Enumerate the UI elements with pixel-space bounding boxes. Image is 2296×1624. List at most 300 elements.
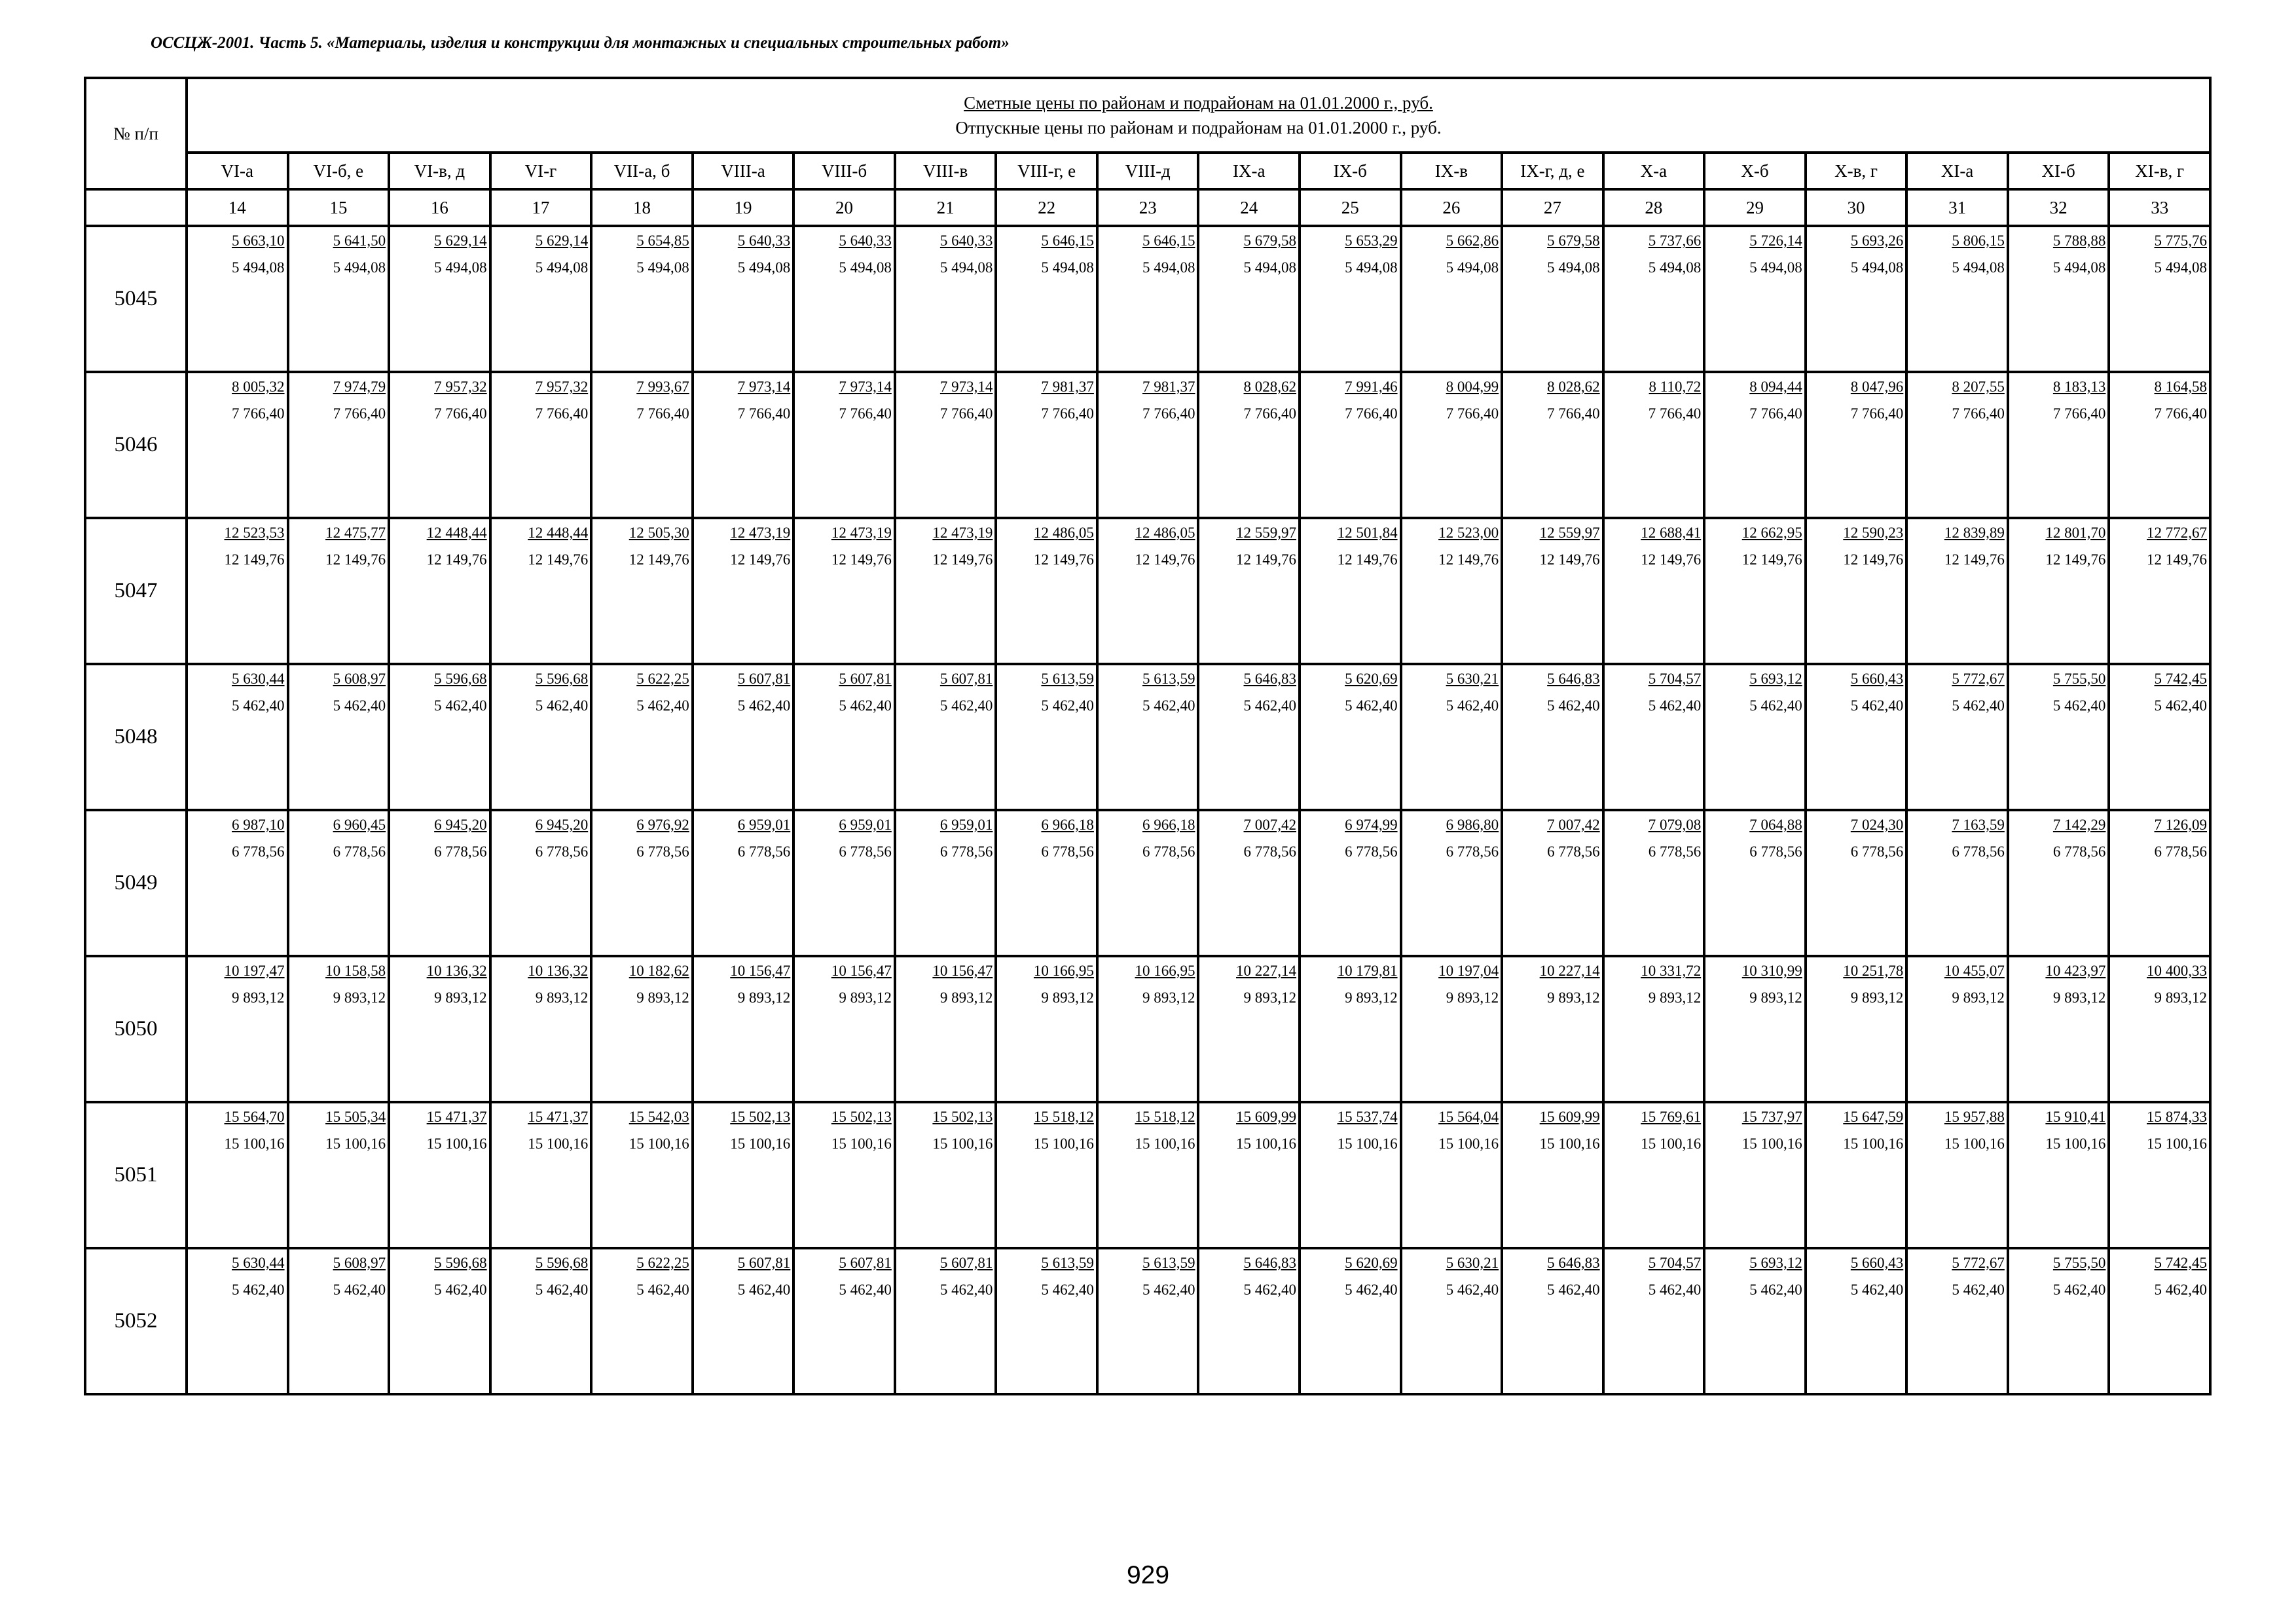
release-price: 5 462,40 (1749, 697, 1802, 714)
estimate-price: 15 564,70 (224, 1109, 285, 1125)
release-price: 5 462,40 (1041, 697, 1094, 714)
release-price: 15 100,16 (2147, 1135, 2207, 1152)
release-price: 15 100,16 (1539, 1135, 1600, 1152)
release-price: 5 462,40 (434, 1282, 487, 1298)
column-number: 20 (793, 189, 895, 226)
release-price: 5 462,40 (535, 1282, 589, 1298)
region-header: VI-г (490, 153, 592, 189)
release-price: 5 494,08 (1952, 259, 2005, 276)
estimate-price: 5 663,10 (232, 232, 285, 249)
column-number: 18 (591, 189, 693, 226)
estimate-price: 15 910,41 (2045, 1109, 2106, 1125)
release-price: 6 778,56 (1243, 843, 1297, 860)
estimate-price: 7 973,14 (737, 378, 791, 395)
price-cell (490, 1102, 592, 1248)
release-price: 9 893,12 (1243, 989, 1297, 1006)
release-price: 6 778,56 (535, 843, 589, 860)
price-cell (1603, 372, 1705, 518)
release-price: 7 766,40 (1952, 405, 2005, 422)
release-price: 15 100,16 (1135, 1135, 1195, 1152)
estimate-price: 7 024,30 (1850, 817, 1904, 833)
column-number-blank (85, 189, 187, 226)
region-header: VIII-в (895, 153, 996, 189)
release-price: 7 766,40 (839, 405, 892, 422)
price-cell (1300, 226, 1401, 372)
table-row (85, 226, 2210, 372)
price-cell (1401, 226, 1503, 372)
row-number: 5046 (85, 372, 187, 518)
document-header: ОССЦЖ-2001. Часть 5. «Материалы, изделия и конструкции для монтажных и специальных строительных работ» (151, 34, 1010, 52)
release-price: 5 462,40 (737, 1282, 791, 1298)
estimate-price: 5 693,26 (1850, 232, 1904, 249)
price-cell (1603, 810, 1705, 956)
estimate-price: 7 981,37 (1041, 378, 1094, 395)
price-cell (288, 1102, 390, 1248)
estimate-price: 10 400,33 (2147, 963, 2207, 979)
release-price: 5 462,40 (1243, 1282, 1297, 1298)
price-cell (996, 810, 1097, 956)
release-price: 7 766,40 (434, 405, 487, 422)
estimate-price: 7 973,14 (939, 378, 993, 395)
estimate-price: 12 486,05 (1033, 525, 1094, 541)
price-cell (1097, 226, 1199, 372)
release-price: 15 100,16 (1944, 1135, 2005, 1152)
estimate-price: 5 613,59 (1142, 671, 1195, 687)
estimate-price: 15 609,99 (1236, 1109, 1297, 1125)
estimate-price: 12 559,97 (1539, 525, 1600, 541)
estimate-price: 5 596,68 (434, 671, 487, 687)
column-number: 29 (1704, 189, 1806, 226)
release-price: 5 462,40 (1850, 697, 1904, 714)
release-price: 9 893,12 (2154, 989, 2207, 1006)
release-price: 12 149,76 (629, 551, 689, 568)
price-cell (1198, 664, 1300, 810)
release-price: 5 494,08 (2052, 259, 2106, 276)
estimate-price: 6 959,01 (839, 817, 892, 833)
release-price: 15 100,16 (1741, 1135, 1802, 1152)
estimate-price: 5 806,15 (1952, 232, 2005, 249)
release-price: 5 494,08 (1446, 259, 1499, 276)
estimate-price: 10 156,47 (932, 963, 993, 979)
estimate-price: 12 448,44 (528, 525, 589, 541)
estimate-price: 5 596,68 (434, 1255, 487, 1271)
release-price: 5 462,40 (1041, 1282, 1094, 1298)
price-cell (1502, 372, 1603, 518)
release-price: 12 149,76 (1641, 551, 1702, 568)
release-price: 5 462,40 (333, 1282, 386, 1298)
estimate-price: 5 629,14 (434, 232, 487, 249)
row-number: 5045 (85, 226, 187, 372)
release-price: 6 778,56 (839, 843, 892, 860)
release-price: 7 766,40 (535, 405, 589, 422)
price-cell (1806, 664, 1907, 810)
release-price: 5 462,40 (1648, 697, 1702, 714)
price-cell (187, 372, 288, 518)
price-cell (895, 664, 996, 810)
release-price: 5 462,40 (1547, 1282, 1600, 1298)
estimate-price: 8 183,13 (2052, 378, 2106, 395)
release-price: 5 462,40 (2052, 697, 2106, 714)
price-cell (2109, 226, 2210, 372)
release-price: 5 462,40 (1345, 1282, 1398, 1298)
price-cell (895, 1248, 996, 1394)
price-cell (1300, 810, 1401, 956)
estimate-price: 10 331,72 (1641, 963, 1702, 979)
row-number: 5052 (85, 1248, 187, 1394)
price-cell (389, 1102, 490, 1248)
title-release-prices: Отпускные цены по районам и подрайонам на 01.01.2000 г., руб. (955, 118, 1442, 138)
estimate-price: 5 613,59 (1142, 1255, 1195, 1271)
estimate-price: 5 662,86 (1446, 232, 1499, 249)
price-table (84, 77, 2212, 1395)
estimate-price: 12 688,41 (1641, 525, 1702, 541)
estimate-price: 10 156,47 (730, 963, 791, 979)
release-price: 5 462,40 (1446, 697, 1499, 714)
price-cell (1401, 372, 1503, 518)
estimate-price: 10 136,32 (426, 963, 487, 979)
row-number: 5051 (85, 1102, 187, 1248)
release-price: 9 893,12 (1345, 989, 1398, 1006)
estimate-price: 15 502,13 (730, 1109, 791, 1125)
estimate-price: 5 607,81 (737, 1255, 791, 1271)
estimate-price: 5 654,85 (636, 232, 689, 249)
price-cell (793, 372, 895, 518)
price-cell (1300, 1102, 1401, 1248)
estimate-price: 6 966,18 (1041, 817, 1094, 833)
release-price: 9 893,12 (1142, 989, 1195, 1006)
release-price: 15 100,16 (730, 1135, 791, 1152)
price-cell (1806, 956, 1907, 1102)
estimate-price: 5 693,12 (1749, 1255, 1802, 1271)
estimate-price: 7 007,42 (1243, 817, 1297, 833)
release-price: 5 494,08 (1648, 259, 1702, 276)
estimate-price: 5 622,25 (636, 671, 689, 687)
price-cell (1502, 1248, 1603, 1394)
release-price: 12 149,76 (932, 551, 993, 568)
price-cell (1704, 810, 1806, 956)
estimate-price: 15 542,03 (629, 1109, 689, 1125)
release-price: 6 778,56 (1952, 843, 2005, 860)
release-price: 5 494,08 (1142, 259, 1195, 276)
release-price: 5 462,40 (434, 697, 487, 714)
estimate-price: 5 607,81 (839, 1255, 892, 1271)
price-cell (2109, 518, 2210, 664)
estimate-price: 15 609,99 (1539, 1109, 1600, 1125)
price-cell (187, 518, 288, 664)
estimate-price: 12 475,77 (325, 525, 386, 541)
estimate-price: 5 704,57 (1648, 1255, 1702, 1271)
estimate-price: 15 647,59 (1843, 1109, 1904, 1125)
price-cell (693, 1102, 794, 1248)
column-number: 17 (490, 189, 592, 226)
estimate-price: 7 007,42 (1547, 817, 1600, 833)
release-price: 6 778,56 (1749, 843, 1802, 860)
table-row (85, 810, 2210, 956)
release-price: 7 766,40 (1041, 405, 1094, 422)
estimate-price: 12 473,19 (932, 525, 993, 541)
price-cell (1097, 372, 1199, 518)
release-price: 12 149,76 (1033, 551, 1094, 568)
release-price: 6 778,56 (636, 843, 689, 860)
release-price: 12 149,76 (1741, 551, 1802, 568)
release-price: 6 778,56 (939, 843, 993, 860)
estimate-price: 12 501,84 (1337, 525, 1398, 541)
release-price: 5 494,08 (1345, 259, 1398, 276)
release-price: 5 462,40 (2154, 1282, 2207, 1298)
price-cell (288, 518, 390, 664)
release-price: 15 100,16 (325, 1135, 386, 1152)
release-price: 9 893,12 (1446, 989, 1499, 1006)
price-cell (187, 226, 288, 372)
price-cell (591, 226, 693, 372)
release-price: 6 778,56 (1446, 843, 1499, 860)
price-cell (389, 664, 490, 810)
price-cell (1806, 518, 1907, 664)
price-cell (1704, 1248, 1806, 1394)
release-price: 12 149,76 (831, 551, 892, 568)
price-cell (490, 956, 592, 1102)
column-number: 22 (996, 189, 1097, 226)
release-price: 6 778,56 (232, 843, 285, 860)
release-price: 15 100,16 (1337, 1135, 1398, 1152)
release-price: 5 494,08 (939, 259, 993, 276)
estimate-price: 5 607,81 (839, 671, 892, 687)
release-price: 7 766,40 (939, 405, 993, 422)
release-price: 5 462,40 (1952, 1282, 2005, 1298)
price-cell (490, 372, 592, 518)
release-price: 5 462,40 (839, 697, 892, 714)
release-price: 9 893,12 (737, 989, 791, 1006)
table-row (85, 664, 2210, 810)
release-price: 15 100,16 (224, 1135, 285, 1152)
release-price: 5 462,40 (232, 1282, 285, 1298)
release-price: 5 494,08 (535, 259, 589, 276)
estimate-price: 5 640,33 (839, 232, 892, 249)
price-cell (288, 810, 390, 956)
release-price: 9 893,12 (434, 989, 487, 1006)
price-cell (2008, 518, 2109, 664)
estimate-price: 5 772,67 (1952, 671, 2005, 687)
estimate-price: 7 957,32 (434, 378, 487, 395)
price-cell (288, 226, 390, 372)
release-price: 5 462,40 (1142, 1282, 1195, 1298)
price-cell (1198, 226, 1300, 372)
region-header: VIII-д (1097, 153, 1199, 189)
price-cell (1198, 1248, 1300, 1394)
price-cell (490, 518, 592, 664)
estimate-price: 6 974,99 (1345, 817, 1398, 833)
price-cell (2109, 1102, 2210, 1248)
estimate-price: 5 660,43 (1850, 671, 1904, 687)
price-cell (389, 810, 490, 956)
price-cell (1906, 372, 2008, 518)
table-row (85, 372, 2210, 518)
release-price: 6 778,56 (2052, 843, 2106, 860)
release-price: 7 766,40 (1749, 405, 1802, 422)
estimate-price: 5 742,45 (2154, 1255, 2207, 1271)
price-cell (996, 664, 1097, 810)
price-cell (591, 810, 693, 956)
price-cell (1603, 1248, 1705, 1394)
estimate-price: 5 630,44 (232, 671, 285, 687)
price-cell (490, 226, 592, 372)
price-cell (288, 664, 390, 810)
release-price: 5 462,40 (939, 1282, 993, 1298)
estimate-price: 15 471,37 (528, 1109, 589, 1125)
release-price: 12 149,76 (1135, 551, 1195, 568)
estimate-price: 5 620,69 (1345, 1255, 1398, 1271)
price-cell (1603, 226, 1705, 372)
price-cell (2109, 956, 2210, 1102)
release-price: 5 494,08 (1243, 259, 1297, 276)
price-cell (793, 226, 895, 372)
release-price: 5 462,40 (1243, 697, 1297, 714)
column-number: 23 (1097, 189, 1199, 226)
price-cell (389, 518, 490, 664)
price-cell (895, 1102, 996, 1248)
price-cell (389, 226, 490, 372)
price-cell (187, 956, 288, 1102)
price-cell (1806, 372, 1907, 518)
title-estimate-prices: Сметные цены по районам и подрайонам на 01.01.2000 г., руб. (964, 93, 1433, 113)
column-number: 32 (2008, 189, 2109, 226)
release-price: 6 778,56 (1850, 843, 1904, 860)
estimate-price: 12 486,05 (1135, 525, 1195, 541)
estimate-price: 5 640,33 (737, 232, 791, 249)
price-cell (1704, 372, 1806, 518)
price-cell (693, 1248, 794, 1394)
region-header: X-а (1603, 153, 1705, 189)
price-cell (895, 956, 996, 1102)
release-price: 15 100,16 (2045, 1135, 2106, 1152)
price-cell (793, 518, 895, 664)
price-cell (793, 664, 895, 810)
region-header: IX-г, д, е (1502, 153, 1603, 189)
price-cell (2008, 810, 2109, 956)
release-price: 7 766,40 (1446, 405, 1499, 422)
column-number: 15 (288, 189, 390, 226)
estimate-price: 5 646,83 (1243, 671, 1297, 687)
release-price: 5 494,08 (232, 259, 285, 276)
release-price: 5 462,40 (535, 697, 589, 714)
estimate-price: 15 874,33 (2147, 1109, 2207, 1125)
estimate-price: 12 801,70 (2045, 525, 2106, 541)
release-price: 5 462,40 (1446, 1282, 1499, 1298)
release-price: 6 778,56 (333, 843, 386, 860)
estimate-price: 5 607,81 (939, 1255, 993, 1271)
price-cell (1806, 1102, 1907, 1248)
estimate-price: 7 079,08 (1648, 817, 1702, 833)
estimate-price: 15 518,12 (1135, 1109, 1195, 1125)
price-cell (1401, 810, 1503, 956)
price-cell (895, 372, 996, 518)
column-number: 27 (1502, 189, 1603, 226)
release-price: 9 893,12 (333, 989, 386, 1006)
price-cell (996, 372, 1097, 518)
release-price: 7 766,40 (232, 405, 285, 422)
release-price: 5 462,40 (232, 697, 285, 714)
estimate-price: 5 788,88 (2052, 232, 2106, 249)
region-header: VIII-г, е (996, 153, 1097, 189)
region-header: XI-в, г (2109, 153, 2210, 189)
column-number: 25 (1300, 189, 1401, 226)
column-number: 31 (1906, 189, 2008, 226)
release-price: 15 100,16 (1438, 1135, 1499, 1152)
release-price: 9 893,12 (939, 989, 993, 1006)
release-price: 5 494,08 (333, 259, 386, 276)
release-price: 5 462,40 (333, 697, 386, 714)
price-cell (187, 810, 288, 956)
price-cell (2109, 372, 2210, 518)
region-header: VIII-а (693, 153, 794, 189)
estimate-price: 6 976,92 (636, 817, 689, 833)
estimate-price: 10 182,62 (629, 963, 689, 979)
release-price: 9 893,12 (2052, 989, 2106, 1006)
price-cell (793, 1248, 895, 1394)
estimate-price: 10 197,47 (224, 963, 285, 979)
price-cell (1401, 956, 1503, 1102)
price-cell (389, 372, 490, 518)
estimate-price: 15 471,37 (426, 1109, 487, 1125)
release-price: 5 462,40 (636, 697, 689, 714)
estimate-price: 5 641,50 (333, 232, 386, 249)
estimate-price: 10 156,47 (831, 963, 892, 979)
release-price: 5 494,08 (1749, 259, 1802, 276)
estimate-price: 5 679,58 (1243, 232, 1297, 249)
estimate-price: 8 110,72 (1649, 378, 1702, 395)
release-price: 9 893,12 (1850, 989, 1904, 1006)
price-cell (2109, 664, 2210, 810)
table-row (85, 1248, 2210, 1394)
release-price: 5 494,08 (737, 259, 791, 276)
region-header: XI-а (1906, 153, 2008, 189)
price-cell (693, 372, 794, 518)
price-cell (1097, 810, 1199, 956)
price-cell (1097, 518, 1199, 664)
estimate-price: 15 502,13 (831, 1109, 892, 1125)
price-cell (1704, 226, 1806, 372)
estimate-price: 5 660,43 (1850, 1255, 1904, 1271)
price-cell (2008, 956, 2109, 1102)
release-price: 7 766,40 (1547, 405, 1600, 422)
estimate-price: 10 166,95 (1033, 963, 1094, 979)
region-header: X-в, г (1806, 153, 1907, 189)
price-cell (1198, 518, 1300, 664)
price-cell (288, 956, 390, 1102)
price-cell (1097, 1102, 1199, 1248)
release-price: 12 149,76 (2147, 551, 2207, 568)
price-cell (996, 1102, 1097, 1248)
release-price: 6 778,56 (2154, 843, 2207, 860)
price-cell (389, 956, 490, 1102)
price-cell (1906, 518, 2008, 664)
estimate-price: 7 126,09 (2154, 817, 2207, 833)
release-price: 9 893,12 (232, 989, 285, 1006)
estimate-price: 5 679,58 (1547, 232, 1600, 249)
price-cell (1906, 956, 2008, 1102)
price-cell (1704, 518, 1806, 664)
release-price: 6 778,56 (1547, 843, 1600, 860)
price-cell (1401, 664, 1503, 810)
release-price: 12 149,76 (224, 551, 285, 568)
estimate-price: 12 505,30 (629, 525, 689, 541)
price-cell (1906, 1102, 2008, 1248)
estimate-price: 5 742,45 (2154, 671, 2207, 687)
estimate-price: 5 772,67 (1952, 1255, 2005, 1271)
price-cell (2008, 226, 2109, 372)
estimate-price: 10 166,95 (1135, 963, 1195, 979)
release-price: 7 766,40 (1142, 405, 1195, 422)
